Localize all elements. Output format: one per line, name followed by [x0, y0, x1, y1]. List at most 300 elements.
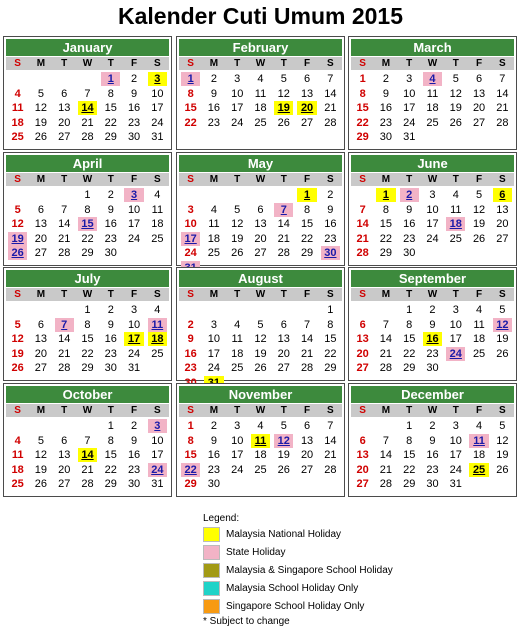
- day-cell: 8: [327, 318, 334, 331]
- empty-day-cell: [228, 130, 247, 144]
- weekday-label: S: [499, 405, 506, 416]
- day-cell: 18: [426, 102, 439, 114]
- legend-label: Singapore School Holiday Only: [226, 600, 365, 612]
- day-cell: 11: [151, 203, 164, 216]
- empty-day-cell: [493, 477, 512, 491]
- empty-day-cell: [321, 130, 340, 144]
- day-cell: 7: [304, 318, 311, 331]
- weekday-label: T: [452, 405, 459, 416]
- month-may: [176, 152, 345, 266]
- empty-day-cell: [124, 246, 143, 260]
- empty-day-cell: [55, 303, 74, 317]
- day-cell: 5: [499, 304, 506, 316]
- day-cell: 25: [151, 232, 164, 245]
- day-grid: [351, 303, 514, 390]
- day-cell: 22: [300, 232, 314, 245]
- empty-day-cell: [469, 246, 488, 260]
- legend-swatch: [203, 581, 220, 596]
- day-cell: 30: [127, 131, 141, 143]
- day-cell: 16: [207, 102, 221, 114]
- day-cell: 24: [231, 463, 244, 476]
- weekday-label: M: [381, 405, 391, 416]
- day-cell: 29: [379, 247, 393, 259]
- day-cell: 19: [449, 102, 462, 114]
- day-cell: 22: [403, 463, 416, 476]
- weekday-label: F: [131, 58, 138, 69]
- weekday-label: W: [427, 174, 438, 185]
- day-cell: 17: [231, 102, 244, 114]
- empty-day-cell: [353, 303, 372, 317]
- day-cell: 7: [382, 318, 389, 331]
- day-cell: 20: [300, 449, 314, 461]
- state-holiday-cell: 26: [8, 246, 27, 260]
- weekday-label: T: [280, 174, 287, 185]
- calendar-grid: [3, 36, 518, 508]
- page-title: Kalender Cuti Umum 2015: [117, 3, 404, 29]
- weekday-label: M: [36, 58, 46, 69]
- empty-day-cell: [31, 188, 50, 202]
- day-cell: 24: [127, 232, 141, 245]
- day-cell: 31: [127, 362, 141, 374]
- month-header: June: [351, 155, 514, 172]
- day-cell: 19: [254, 347, 267, 360]
- day-cell: 1: [107, 420, 114, 432]
- day-cell: 21: [379, 463, 393, 476]
- day-cell: 24: [207, 362, 221, 374]
- day-cell: 17: [151, 102, 164, 114]
- day-cell: 8: [359, 87, 366, 100]
- day-grid: [179, 303, 342, 390]
- day-cell: 18: [254, 449, 267, 461]
- day-cell: 27: [34, 247, 48, 259]
- day-cell: 6: [359, 318, 366, 331]
- state-holiday-cell: 3: [124, 188, 143, 202]
- day-cell: 11: [450, 203, 462, 216]
- weekday-label: S: [499, 174, 506, 185]
- empty-day-cell: [297, 477, 316, 491]
- empty-day-cell: [493, 361, 512, 375]
- day-cell: 19: [496, 449, 509, 461]
- day-cell: 18: [254, 102, 267, 114]
- empty-day-cell: [181, 492, 200, 506]
- month-february: [176, 36, 345, 150]
- day-cell: 31: [151, 478, 164, 490]
- day-cell: 7: [382, 434, 389, 447]
- day-cell: 16: [127, 449, 141, 461]
- national-holiday-cell: 6: [493, 188, 512, 202]
- weekday-label: F: [476, 58, 483, 69]
- empty-day-cell: [446, 492, 465, 506]
- day-cell: 13: [254, 218, 267, 230]
- day-cell: 18: [11, 116, 24, 129]
- weekday-label: T: [452, 289, 459, 300]
- day-cell: 7: [61, 203, 68, 216]
- weekday-label: S: [14, 174, 21, 185]
- day-cell: 4: [14, 87, 21, 100]
- weekday-header: [6, 173, 169, 186]
- empty-day-cell: [423, 246, 442, 260]
- empty-day-cell: [274, 188, 293, 202]
- day-cell: 12: [496, 434, 509, 447]
- day-cell: 26: [34, 131, 48, 143]
- day-cell: 23: [379, 116, 393, 129]
- weekday-label: S: [359, 174, 366, 185]
- weekday-label: M: [381, 174, 391, 185]
- day-cell: 24: [184, 247, 197, 259]
- weekday-label: T: [61, 174, 68, 185]
- empty-day-cell: [181, 188, 200, 202]
- month-august: [176, 267, 345, 381]
- day-cell: 18: [472, 333, 486, 345]
- day-cell: 23: [426, 463, 439, 476]
- empty-day-cell: [376, 419, 395, 433]
- day-cell: 28: [81, 131, 94, 143]
- day-cell: 14: [496, 87, 509, 100]
- day-cell: 31: [449, 478, 462, 490]
- day-cell: 17: [151, 449, 164, 461]
- weekday-label: F: [476, 405, 483, 416]
- weekday-header: [6, 288, 169, 301]
- day-cell: 2: [131, 73, 138, 85]
- day-cell: 25: [254, 463, 267, 476]
- day-cell: 9: [131, 434, 138, 447]
- empty-day-cell: [423, 492, 442, 506]
- month-header: August: [179, 270, 342, 287]
- day-cell: 1: [359, 73, 366, 85]
- empty-day-cell: [469, 130, 488, 144]
- weekday-label: T: [107, 174, 114, 185]
- day-cell: 30: [426, 362, 439, 374]
- day-cell: 11: [231, 333, 243, 345]
- legend-note: * Subject to change: [203, 616, 290, 627]
- state-holiday-cell: 24: [446, 347, 465, 361]
- day-cell: 15: [300, 218, 314, 230]
- day-cell: 6: [61, 434, 68, 447]
- day-cell: 15: [356, 102, 369, 114]
- day-cell: 29: [403, 362, 416, 374]
- day-cell: 6: [37, 318, 44, 331]
- empty-day-cell: [8, 303, 27, 317]
- month-header: April: [6, 155, 169, 172]
- day-cell: 27: [277, 362, 290, 374]
- day-cell: 21: [496, 102, 509, 114]
- day-cell: 23: [104, 347, 117, 360]
- day-cell: 6: [304, 73, 311, 85]
- month-october: [3, 383, 172, 497]
- day-cell: 16: [104, 218, 117, 230]
- empty-day-cell: [423, 130, 442, 144]
- day-cell: 23: [127, 116, 141, 129]
- weekday-header: [6, 404, 169, 417]
- empty-day-cell: [297, 303, 316, 317]
- day-cell: 31: [403, 131, 416, 143]
- day-cell: 28: [496, 116, 509, 129]
- day-cell: 25: [472, 347, 486, 360]
- day-cell: 15: [104, 449, 117, 461]
- empty-day-cell: [55, 419, 74, 433]
- legend-item: [203, 525, 393, 543]
- weekday-label: S: [327, 174, 334, 185]
- day-cell: 26: [496, 463, 509, 476]
- day-cell: 2: [210, 420, 217, 432]
- legend-item: [203, 543, 393, 561]
- day-cell: 30: [426, 478, 439, 490]
- weekday-label: T: [234, 58, 241, 69]
- day-cell: 24: [151, 116, 164, 129]
- month-header: March: [351, 39, 514, 56]
- empty-day-cell: [469, 477, 488, 491]
- day-cell: 10: [426, 203, 439, 216]
- day-cell: 24: [231, 116, 244, 129]
- day-cell: 10: [231, 434, 244, 447]
- empty-day-cell: [400, 492, 419, 506]
- national-holiday-cell: 14: [78, 448, 97, 462]
- day-cell: 30: [379, 131, 393, 143]
- month-march: [348, 36, 517, 150]
- empty-day-cell: [204, 303, 223, 317]
- empty-day-cell: [274, 303, 293, 317]
- day-cell: 8: [406, 434, 413, 447]
- day-cell: 24: [127, 347, 141, 360]
- day-cell: 14: [58, 218, 71, 230]
- day-cell: 10: [449, 318, 462, 331]
- state-holiday-cell: 15: [78, 217, 97, 231]
- weekday-label: S: [14, 289, 21, 300]
- empty-day-cell: [493, 246, 512, 260]
- weekday-header: [351, 288, 514, 301]
- day-cell: 22: [379, 232, 393, 245]
- day-cell: 18: [472, 449, 486, 461]
- day-cell: 17: [426, 218, 439, 230]
- weekday-header: [179, 288, 342, 301]
- legend-item: [203, 561, 393, 579]
- day-cell: 12: [34, 102, 48, 114]
- day-cell: 2: [187, 318, 194, 331]
- day-cell: 4: [210, 203, 217, 216]
- day-cell: 26: [496, 347, 509, 360]
- day-cell: 25: [207, 247, 221, 259]
- empty-day-cell: [228, 477, 247, 491]
- day-cell: 15: [403, 449, 416, 461]
- weekday-label: T: [280, 405, 287, 416]
- empty-day-cell: [228, 188, 247, 202]
- empty-day-cell: [148, 492, 167, 506]
- day-cell: 13: [300, 87, 314, 100]
- empty-day-cell: [31, 419, 50, 433]
- day-cell: 7: [499, 73, 506, 85]
- day-cell: 4: [154, 304, 161, 316]
- empty-day-cell: [78, 72, 97, 86]
- day-cell: 20: [34, 347, 48, 360]
- day-cell: 25: [449, 232, 462, 245]
- weekday-label: M: [209, 405, 219, 416]
- day-cell: 17: [449, 333, 462, 345]
- day-cell: 10: [127, 203, 141, 216]
- weekday-label: M: [209, 58, 219, 69]
- day-cell: 2: [131, 420, 138, 432]
- day-cell: 5: [14, 318, 21, 331]
- day-cell: 9: [210, 87, 217, 100]
- weekday-label: W: [427, 289, 438, 300]
- month-november: [176, 383, 345, 497]
- day-cell: 14: [277, 218, 290, 230]
- day-grid: [6, 188, 169, 275]
- weekday-label: F: [304, 405, 311, 416]
- day-cell: 24: [449, 463, 462, 476]
- day-cell: 4: [154, 189, 161, 201]
- day-cell: 4: [14, 434, 21, 447]
- day-cell: 14: [379, 449, 393, 461]
- empty-day-cell: [353, 492, 372, 506]
- weekday-label: S: [14, 405, 21, 416]
- day-cell: 13: [58, 449, 71, 461]
- weekday-label: S: [499, 58, 506, 69]
- weekday-label: W: [255, 405, 266, 416]
- day-cell: 25: [11, 478, 24, 490]
- empty-day-cell: [446, 361, 465, 375]
- legend-label: State Holiday: [226, 546, 286, 558]
- day-cell: 16: [403, 218, 416, 230]
- day-cell: 1: [406, 304, 413, 316]
- day-cell: 26: [254, 362, 267, 374]
- day-grid: [179, 419, 342, 506]
- day-cell: 1: [327, 304, 334, 316]
- day-cell: 5: [37, 434, 44, 447]
- empty-day-cell: [353, 188, 372, 202]
- day-grid: [6, 72, 169, 159]
- weekday-label: M: [209, 289, 219, 300]
- day-cell: 8: [187, 434, 194, 447]
- day-cell: 4: [257, 420, 264, 432]
- day-cell: 14: [300, 333, 314, 345]
- state-holiday-cell: 17: [181, 232, 200, 246]
- day-cell: 28: [81, 478, 94, 490]
- empty-day-cell: [55, 72, 74, 86]
- day-cell: 21: [324, 102, 337, 114]
- day-cell: 26: [34, 478, 48, 490]
- weekday-label: F: [131, 405, 138, 416]
- empty-day-cell: [181, 130, 200, 144]
- day-grid: [351, 188, 514, 275]
- legend-swatch: [203, 563, 220, 578]
- weekday-label: S: [327, 289, 334, 300]
- day-cell: 15: [403, 333, 416, 345]
- empty-day-cell: [251, 130, 270, 144]
- day-cell: 4: [476, 304, 483, 316]
- weekday-label: W: [82, 405, 93, 416]
- day-cell: 19: [496, 333, 509, 345]
- weekday-label: T: [406, 405, 413, 416]
- day-cell: 15: [104, 102, 117, 114]
- day-cell: 17: [449, 449, 462, 461]
- empty-day-cell: [204, 130, 223, 144]
- day-cell: 13: [34, 333, 48, 345]
- empty-day-cell: [297, 492, 316, 506]
- weekday-label: M: [381, 58, 391, 69]
- weekday-label: S: [154, 405, 161, 416]
- day-cell: 6: [61, 87, 68, 100]
- day-cell: 25: [151, 347, 164, 360]
- day-cell: 19: [11, 347, 24, 360]
- day-cell: 12: [449, 87, 462, 100]
- day-cell: 31: [151, 131, 164, 143]
- day-cell: 17: [127, 218, 141, 230]
- day-cell: 29: [324, 362, 337, 374]
- day-cell: 7: [327, 420, 334, 432]
- state-holiday-cell: 11: [148, 318, 167, 332]
- day-cell: 22: [81, 347, 94, 360]
- empty-day-cell: [251, 303, 270, 317]
- empty-day-cell: [228, 492, 247, 506]
- day-cell: 11: [254, 87, 267, 100]
- legend-item: [203, 579, 393, 597]
- day-cell: 4: [234, 318, 241, 331]
- day-cell: 9: [429, 434, 436, 447]
- day-cell: 21: [379, 347, 393, 360]
- day-cell: 27: [58, 478, 71, 490]
- day-cell: 26: [11, 362, 24, 374]
- day-cell: 1: [187, 420, 194, 432]
- day-cell: 23: [426, 347, 439, 360]
- empty-day-cell: [251, 188, 270, 202]
- weekday-label: T: [107, 58, 114, 69]
- weekday-header: [179, 173, 342, 186]
- empty-day-cell: [8, 72, 27, 86]
- day-cell: 8: [84, 203, 91, 216]
- empty-day-cell: [274, 130, 293, 144]
- day-cell: 15: [184, 102, 197, 114]
- day-cell: 13: [34, 218, 48, 230]
- day-cell: 29: [81, 247, 94, 259]
- day-cell: 27: [254, 247, 267, 259]
- month-header: July: [6, 270, 169, 287]
- day-cell: 2: [107, 304, 114, 316]
- empty-day-cell: [8, 188, 27, 202]
- day-cell: 28: [277, 247, 290, 259]
- day-cell: 13: [277, 333, 290, 345]
- day-cell: 5: [452, 73, 459, 85]
- day-cell: 22: [81, 232, 94, 245]
- day-cell: 21: [58, 347, 71, 360]
- weekday-label: T: [234, 405, 241, 416]
- legend-title: Legend:: [203, 513, 240, 524]
- day-cell: 5: [14, 203, 21, 216]
- weekday-label: W: [427, 58, 438, 69]
- day-cell: 25: [254, 116, 267, 129]
- day-cell: 19: [231, 232, 244, 245]
- weekday-label: W: [255, 174, 266, 185]
- day-cell: 5: [234, 203, 241, 216]
- legend: [203, 513, 393, 627]
- weekday-label: M: [381, 289, 391, 300]
- weekday-label: S: [327, 405, 334, 416]
- day-cell: 20: [34, 232, 48, 245]
- national-holiday-cell: 1: [376, 188, 395, 202]
- day-cell: 8: [187, 87, 194, 100]
- day-cell: 14: [379, 333, 393, 345]
- weekday-label: S: [499, 289, 506, 300]
- day-cell: 20: [58, 116, 71, 129]
- day-cell: 8: [382, 203, 389, 216]
- day-cell: 26: [231, 247, 244, 259]
- weekday-header: [179, 57, 342, 70]
- weekday-label: T: [107, 289, 114, 300]
- day-cell: 19: [34, 116, 48, 129]
- day-grid: [351, 419, 514, 506]
- day-cell: 12: [231, 218, 244, 230]
- weekday-label: T: [234, 174, 241, 185]
- day-cell: 16: [127, 102, 141, 114]
